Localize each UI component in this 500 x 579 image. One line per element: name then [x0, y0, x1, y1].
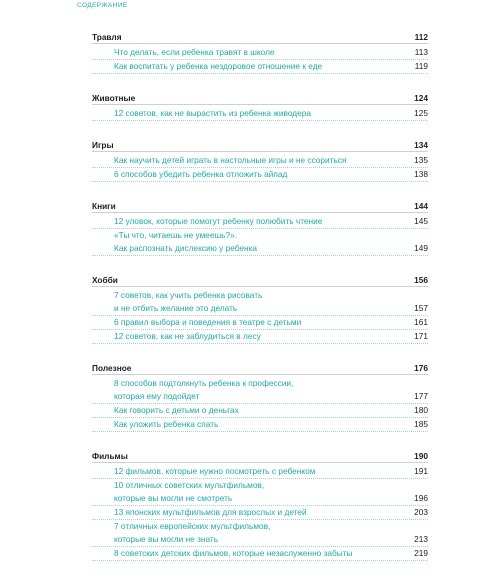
section-heading[interactable] — [92, 362, 428, 375]
toc-entry-line[interactable] — [92, 154, 428, 168]
entry-title: 10 отличных советских мультфильмов, — [114, 480, 265, 490]
toc-entry-line[interactable] — [92, 506, 428, 520]
section-title: Полезное — [92, 363, 132, 373]
toc-section — [92, 31, 428, 74]
toc-entry-line[interactable] — [92, 390, 428, 404]
entry-page-number: 171 — [414, 331, 428, 341]
section-heading[interactable] — [92, 450, 428, 463]
section-page-number: 124 — [414, 93, 428, 103]
toc-entry-line[interactable] — [92, 229, 428, 242]
entry-page-number: 138 — [414, 169, 428, 179]
toc-entry-line[interactable] — [92, 479, 428, 492]
toc-entry-line[interactable] — [92, 547, 428, 561]
entry-title: 12 фильмов, которые нужно посмотреть с ребенком — [114, 466, 316, 476]
entry-title: и не отбить желание это делать — [114, 303, 238, 313]
toc-entry-line[interactable] — [92, 168, 428, 182]
section-title: Книги — [92, 201, 116, 211]
section-page-number: 176 — [414, 363, 428, 373]
entry-title: 7 советов, как учить ребенка рисовать — [114, 290, 263, 300]
entry-title: которые вы могли не знать — [114, 534, 219, 544]
section-heading[interactable] — [92, 31, 428, 44]
entry-page-number: 157 — [414, 303, 428, 313]
toc-entry-line[interactable] — [92, 492, 428, 506]
entry-page-number: 149 — [414, 243, 428, 253]
entry-page-number: 177 — [414, 391, 428, 401]
toc-entry-line[interactable] — [92, 107, 428, 121]
entry-title: 13 японских мультфильмов для взрослых и детей — [114, 507, 307, 517]
entry-title: 12 советов, как не заблудиться в лесу — [114, 331, 261, 341]
toc-entry-line[interactable] — [92, 418, 428, 432]
entry-page-number: 185 — [414, 419, 428, 429]
entry-title: Что делать, если ребенка травят в школе — [114, 47, 275, 57]
entry-title: 12 советов, как не вырастить из ребенка живодера — [114, 108, 311, 118]
section-title: Игры — [92, 140, 114, 150]
toc-entry-line[interactable] — [92, 520, 428, 533]
section-page-number: 190 — [414, 451, 428, 461]
toc-entry-line[interactable] — [92, 302, 428, 316]
section-page-number: 156 — [414, 275, 428, 285]
entry-title: 7 отличных европейских мультфильмов, — [114, 521, 271, 531]
entry-title: Как уложить ребенка спать — [114, 419, 219, 429]
entry-title: Как распознать дислексию у ребенка — [114, 243, 258, 253]
section-page-number: 134 — [414, 140, 428, 150]
toc-section — [92, 362, 428, 432]
toc-entry-line[interactable] — [92, 316, 428, 330]
entry-title: 6 способов убедить ребенка отложить айпад — [114, 169, 288, 179]
entry-page-number: 219 — [414, 548, 428, 558]
entry-title: которая ему подойдет — [114, 391, 200, 401]
entry-page-number: 145 — [414, 216, 428, 226]
entry-title: Как говорить с детьми о деньгах — [114, 405, 239, 415]
entry-page-number: 135 — [414, 155, 428, 165]
section-heading[interactable] — [92, 200, 428, 213]
section-page-number: 144 — [414, 201, 428, 211]
toc-entry-line[interactable] — [92, 377, 428, 390]
entry-title: «Ты что, читаешь не умеешь?». — [114, 230, 238, 240]
toc-entry-line[interactable] — [92, 60, 428, 74]
entry-title: 8 советских детских фильмов, которые незаслуженно забыты — [114, 548, 353, 558]
section-heading[interactable] — [92, 139, 428, 152]
section-title: Фильмы — [92, 451, 128, 461]
entry-page-number: 213 — [414, 534, 428, 544]
entry-page-number: 203 — [414, 507, 428, 517]
toc-entry-line[interactable] — [92, 404, 428, 418]
section-heading[interactable] — [92, 92, 428, 105]
toc-entry-line[interactable] — [92, 533, 428, 547]
section-title: Животные — [92, 93, 136, 103]
entry-title: которые вы могли не смотреть — [114, 493, 233, 503]
entry-page-number: 113 — [414, 47, 428, 57]
entry-title: Как научить детей играть в настольные игры и не ссориться — [114, 155, 347, 165]
entry-title: 8 способов подтолкнуть ребенка к профессии, — [114, 378, 294, 388]
entry-title: Как воспитать у ребенка нездоровое отношение к еде — [114, 61, 323, 71]
toc-entry-line[interactable] — [92, 215, 428, 229]
entry-title: 12 уловок, которые помогут ребенку полюбить чтение — [114, 216, 323, 226]
toc-section — [92, 92, 428, 121]
entry-page-number: 191 — [414, 466, 428, 476]
toc-section — [92, 139, 428, 182]
section-page-number: 112 — [414, 32, 428, 42]
entry-page-number: 119 — [414, 61, 428, 71]
section-title: Хобби — [92, 275, 118, 285]
table-of-contents — [92, 31, 428, 579]
toc-section — [92, 274, 428, 344]
toc-entry-line[interactable] — [92, 465, 428, 479]
entry-page-number: 180 — [414, 405, 428, 415]
toc-entry-line[interactable] — [92, 330, 428, 344]
section-title: Травля — [92, 32, 122, 42]
toc-entry-line[interactable] — [92, 242, 428, 256]
section-heading[interactable] — [92, 274, 428, 287]
toc-section — [92, 450, 428, 561]
entry-page-number: 161 — [414, 317, 428, 327]
entry-page-number: 125 — [414, 108, 428, 118]
entry-page-number: 196 — [414, 493, 428, 503]
toc-section — [92, 200, 428, 256]
entry-title: 6 правил выбора и поведения в театре с детьми — [114, 317, 302, 327]
running-head: СОДЕРЖАНИЕ — [77, 2, 128, 9]
toc-entry-line[interactable] — [92, 289, 428, 302]
toc-entry-line[interactable] — [92, 46, 428, 60]
